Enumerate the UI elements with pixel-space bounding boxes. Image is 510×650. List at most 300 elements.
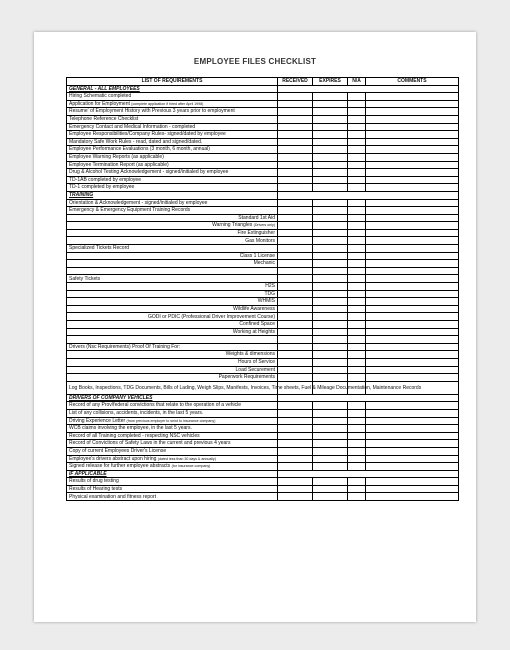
received-cell[interactable] xyxy=(278,402,313,410)
requirement-cell xyxy=(67,432,278,440)
comments-cell[interactable] xyxy=(366,161,459,169)
received-cell[interactable] xyxy=(278,199,313,207)
requirement-cell xyxy=(67,283,278,291)
table-row xyxy=(67,260,459,268)
na-cell[interactable] xyxy=(348,146,366,154)
requirement-text: Copy of current Employees Driver's License xyxy=(69,448,167,454)
requirement-text: Confined Space xyxy=(239,321,275,328)
requirement-cell xyxy=(67,440,278,448)
comments-cell[interactable] xyxy=(366,290,459,298)
na-cell[interactable] xyxy=(348,275,366,283)
received-cell[interactable] xyxy=(278,455,313,463)
comments-cell[interactable] xyxy=(366,283,459,291)
expires-cell[interactable] xyxy=(313,245,348,253)
table-row xyxy=(67,252,459,260)
na-cell[interactable] xyxy=(348,343,366,351)
received-cell[interactable] xyxy=(278,409,313,417)
table-row xyxy=(67,321,459,329)
received-cell[interactable] xyxy=(278,214,313,222)
section-row xyxy=(67,394,459,402)
comments-cell[interactable] xyxy=(366,229,459,237)
requirement-text: Hiring Schematic completed xyxy=(69,93,132,100)
requirement-text: Record of Convictions of Safety Laws in the current and previous 4 years xyxy=(69,440,231,447)
comments-cell[interactable] xyxy=(366,131,459,139)
expires-cell[interactable] xyxy=(313,260,348,268)
table-row xyxy=(67,131,459,139)
table-row xyxy=(67,214,459,222)
expires-cell[interactable] xyxy=(313,275,348,283)
na-cell[interactable] xyxy=(348,260,366,268)
na-cell[interactable] xyxy=(348,100,366,108)
na-cell[interactable] xyxy=(348,425,366,433)
comments-cell[interactable] xyxy=(366,100,459,108)
na-cell[interactable] xyxy=(348,108,366,116)
received-cell[interactable] xyxy=(278,313,313,321)
na-cell[interactable] xyxy=(348,222,366,230)
expires-cell[interactable] xyxy=(313,138,348,146)
comments-cell[interactable] xyxy=(366,321,459,329)
requirement-note: (for insurance company) xyxy=(171,464,211,469)
expires-cell[interactable] xyxy=(313,463,348,471)
requirement-cell xyxy=(67,108,278,116)
comments-cell[interactable] xyxy=(366,260,459,268)
page-title: EMPLOYEE FILES CHECKLIST xyxy=(193,57,317,66)
na-cell[interactable] xyxy=(348,440,366,448)
expires-cell[interactable] xyxy=(313,485,348,493)
requirement-cell xyxy=(67,298,278,306)
comments-cell[interactable] xyxy=(366,237,459,245)
requirement-text: TD-1 completed by employee xyxy=(69,184,135,191)
comments-cell[interactable] xyxy=(366,123,459,131)
comments-cell[interactable] xyxy=(366,214,459,222)
table-row xyxy=(67,336,459,344)
table-row xyxy=(67,93,459,101)
na-cell[interactable] xyxy=(348,485,366,493)
requirement-cell xyxy=(67,478,278,486)
expires-cell[interactable] xyxy=(313,252,348,260)
table-row xyxy=(67,184,459,192)
na-cell[interactable] xyxy=(348,358,366,366)
na-cell[interactable] xyxy=(348,123,366,131)
na-cell[interactable] xyxy=(348,93,366,101)
section-row xyxy=(67,191,459,199)
received-cell[interactable] xyxy=(278,275,313,283)
table-row xyxy=(67,267,459,275)
received-cell[interactable] xyxy=(278,358,313,366)
comments-cell[interactable] xyxy=(366,455,459,463)
comments-cell[interactable] xyxy=(366,108,459,116)
requirement-cell xyxy=(67,366,278,374)
na-cell[interactable] xyxy=(348,131,366,139)
requirement-cell xyxy=(67,237,278,245)
requirement-note: (complete application if hired after April 1998) xyxy=(131,101,204,106)
comments-cell[interactable] xyxy=(366,313,459,321)
na-cell[interactable] xyxy=(348,138,366,146)
received-cell[interactable] xyxy=(278,153,313,161)
table-row xyxy=(67,432,459,440)
header-requirements: LIST OF REQUIREMENTS xyxy=(67,78,278,86)
requirement-cell xyxy=(67,351,278,359)
expires-cell[interactable] xyxy=(313,93,348,101)
received-cell[interactable] xyxy=(278,123,313,131)
requirement-text: Drug & Alcohol Testing Acknowledgement - signed/initialed by employee xyxy=(69,169,229,176)
na-cell[interactable] xyxy=(348,328,366,336)
expires-cell[interactable] xyxy=(313,358,348,366)
received-cell[interactable] xyxy=(278,184,313,192)
na-cell[interactable] xyxy=(348,115,366,123)
table-row xyxy=(67,138,459,146)
na-cell[interactable] xyxy=(348,478,366,486)
header-na: N/A xyxy=(348,78,366,86)
received-cell[interactable] xyxy=(278,290,313,298)
na-cell[interactable] xyxy=(348,336,366,344)
requirement-text: GODI or PDIC (Professional Driver Improvement Course) xyxy=(148,313,275,320)
na-cell[interactable] xyxy=(348,493,366,501)
expires-cell[interactable] xyxy=(313,478,348,486)
table-row xyxy=(67,343,459,351)
na-cell[interactable] xyxy=(348,321,366,329)
received-cell[interactable] xyxy=(278,343,313,351)
expires-cell[interactable] xyxy=(313,417,348,425)
requirement-text: Paperwork Requirements xyxy=(218,374,275,381)
na-cell[interactable] xyxy=(348,169,366,177)
comments-cell[interactable] xyxy=(366,463,459,471)
checklist-body xyxy=(67,85,459,500)
table-row xyxy=(67,328,459,336)
comments-cell[interactable] xyxy=(366,425,459,433)
requirement-text: Application for Employment xyxy=(69,100,130,107)
expires-cell[interactable] xyxy=(313,313,348,321)
expires-cell[interactable] xyxy=(313,351,348,359)
na-cell[interactable] xyxy=(348,351,366,359)
expires-cell[interactable] xyxy=(313,153,348,161)
na-cell[interactable] xyxy=(348,184,366,192)
received-cell[interactable] xyxy=(278,283,313,291)
received-cell[interactable] xyxy=(278,267,313,275)
comments-cell[interactable] xyxy=(366,358,459,366)
na-cell[interactable] xyxy=(348,313,366,321)
table-row xyxy=(67,199,459,207)
comments-cell[interactable] xyxy=(366,478,459,486)
received-cell[interactable] xyxy=(278,366,313,374)
document-page xyxy=(34,32,476,622)
requirement-text: WCB claims involving the employee, in the last 5 years. xyxy=(69,425,192,432)
expires-cell[interactable] xyxy=(313,131,348,139)
comments-cell[interactable] xyxy=(366,252,459,260)
na-cell[interactable] xyxy=(348,245,366,253)
comments-cell[interactable] xyxy=(366,115,459,123)
na-cell[interactable] xyxy=(348,176,366,184)
na-cell[interactable] xyxy=(348,305,366,313)
expires-cell[interactable] xyxy=(313,455,348,463)
requirement-cell xyxy=(67,290,278,298)
received-cell[interactable] xyxy=(278,493,313,501)
requirement-text: Emergency Contact and Medical Information - completed xyxy=(69,123,196,130)
na-cell[interactable] xyxy=(348,252,366,260)
expires-cell[interactable] xyxy=(313,161,348,169)
table-row xyxy=(67,485,459,493)
received-cell[interactable] xyxy=(278,463,313,471)
requirement-cell xyxy=(67,425,278,433)
na-cell[interactable] xyxy=(348,417,366,425)
comments-cell[interactable] xyxy=(366,432,459,440)
received-cell[interactable] xyxy=(278,328,313,336)
expires-cell[interactable] xyxy=(313,146,348,154)
section-heading: TRAINING xyxy=(67,191,278,199)
received-cell[interactable] xyxy=(278,374,313,382)
expires-cell[interactable] xyxy=(313,176,348,184)
table-row xyxy=(67,440,459,448)
expires-cell[interactable] xyxy=(313,229,348,237)
na-cell[interactable] xyxy=(348,402,366,410)
comments-cell[interactable] xyxy=(366,298,459,306)
requirement-text: Warning Triangles xyxy=(212,222,253,229)
expires-cell[interactable] xyxy=(313,343,348,351)
na-cell[interactable] xyxy=(348,267,366,275)
na-cell[interactable] xyxy=(348,290,366,298)
requirement-note: (dated less than 30 days & annually) xyxy=(157,456,216,461)
expires-cell[interactable] xyxy=(313,493,348,501)
table-row xyxy=(67,447,459,455)
received-cell[interactable] xyxy=(278,207,313,215)
comments-cell[interactable] xyxy=(366,447,459,455)
expires-cell[interactable] xyxy=(313,214,348,222)
expires-cell[interactable] xyxy=(313,374,348,382)
requirement-cell xyxy=(67,374,278,382)
requirement-cell xyxy=(67,463,278,471)
section-spacer xyxy=(278,85,459,93)
requirement-text: Signed release for further employee abstracts xyxy=(69,463,171,470)
requirement-text: Working at Heights xyxy=(232,328,275,335)
expires-cell[interactable] xyxy=(313,123,348,131)
requirement-text: Employee Performance Evaluations (3 month, 6 month, annual) xyxy=(69,146,210,153)
requirement-text: Hours of Service xyxy=(238,359,275,366)
table-row xyxy=(67,305,459,313)
table-row xyxy=(67,153,459,161)
requirement-cell xyxy=(67,222,278,230)
comments-cell[interactable] xyxy=(366,267,459,275)
table-row xyxy=(67,374,459,382)
comments-cell[interactable] xyxy=(366,402,459,410)
comments-cell[interactable] xyxy=(366,493,459,501)
table-row xyxy=(67,358,459,366)
received-cell[interactable] xyxy=(278,417,313,425)
received-cell[interactable] xyxy=(278,229,313,237)
comments-cell[interactable] xyxy=(366,176,459,184)
comments-cell[interactable] xyxy=(366,305,459,313)
expires-cell[interactable] xyxy=(313,298,348,306)
na-cell[interactable] xyxy=(348,455,366,463)
na-cell[interactable] xyxy=(348,374,366,382)
table-row xyxy=(67,275,459,283)
requirement-text: Fire Extinguisher xyxy=(237,229,275,236)
received-cell[interactable] xyxy=(278,336,313,344)
comments-cell[interactable] xyxy=(366,374,459,382)
requirement-text: Standard 1st Aid xyxy=(238,214,275,221)
expires-cell[interactable] xyxy=(313,222,348,230)
requirement-text: Orientation & Acknowledgement - signed/initialed by employee xyxy=(69,199,208,206)
comments-cell[interactable] xyxy=(366,169,459,177)
received-cell[interactable] xyxy=(278,115,313,123)
requirement-cell xyxy=(67,123,278,131)
received-cell[interactable] xyxy=(278,169,313,177)
comments-cell[interactable] xyxy=(366,184,459,192)
expires-cell[interactable] xyxy=(313,440,348,448)
comments-cell[interactable] xyxy=(366,93,459,101)
expires-cell[interactable] xyxy=(313,100,348,108)
requirement-cell xyxy=(67,146,278,154)
expires-cell[interactable] xyxy=(313,336,348,344)
requirement-cell xyxy=(67,161,278,169)
received-cell[interactable] xyxy=(278,440,313,448)
comments-cell[interactable] xyxy=(366,440,459,448)
received-cell[interactable] xyxy=(278,305,313,313)
requirement-cell xyxy=(67,485,278,493)
comments-cell[interactable] xyxy=(366,351,459,359)
received-cell[interactable] xyxy=(278,351,313,359)
received-cell[interactable] xyxy=(278,485,313,493)
expires-cell[interactable] xyxy=(313,108,348,116)
comments-cell[interactable] xyxy=(366,207,459,215)
expires-cell[interactable] xyxy=(313,267,348,275)
comments-cell[interactable] xyxy=(366,409,459,417)
received-cell[interactable] xyxy=(278,108,313,116)
table-row xyxy=(67,237,459,245)
received-cell[interactable] xyxy=(278,425,313,433)
na-cell[interactable] xyxy=(348,229,366,237)
received-cell[interactable] xyxy=(278,93,313,101)
section-heading: IF APPLICABLE xyxy=(67,470,278,478)
table-row xyxy=(67,283,459,291)
received-cell[interactable] xyxy=(278,260,313,268)
received-cell[interactable] xyxy=(278,100,313,108)
expires-cell[interactable] xyxy=(313,237,348,245)
expires-cell[interactable] xyxy=(313,328,348,336)
table-row xyxy=(67,169,459,177)
comments-cell[interactable] xyxy=(366,138,459,146)
comments-cell[interactable] xyxy=(366,275,459,283)
table-row xyxy=(67,245,459,253)
received-cell[interactable] xyxy=(278,131,313,139)
requirement-cell xyxy=(67,131,278,139)
received-cell[interactable] xyxy=(278,245,313,253)
requirement-text: Specialized Tickets Record xyxy=(69,245,130,252)
requirement-cell xyxy=(67,214,278,222)
blank-cell xyxy=(67,267,278,275)
header-expires: EXPIRES xyxy=(313,78,348,86)
table-row xyxy=(67,313,459,321)
requirement-cell xyxy=(67,245,278,253)
na-cell[interactable] xyxy=(348,409,366,417)
header-received: RECEIVED xyxy=(278,78,313,86)
table-row xyxy=(67,123,459,131)
requirement-cell xyxy=(67,321,278,329)
comments-cell[interactable] xyxy=(366,199,459,207)
na-cell[interactable] xyxy=(348,366,366,374)
requirement-text: List of any collisions, accidents, incidents, in the last 5 years. xyxy=(69,410,204,417)
requirement-cell xyxy=(67,275,278,283)
received-cell[interactable] xyxy=(278,252,313,260)
requirement-text: H2S xyxy=(265,283,275,290)
table-row xyxy=(67,425,459,433)
requirement-cell xyxy=(67,153,278,161)
expires-cell[interactable] xyxy=(313,199,348,207)
received-cell[interactable] xyxy=(278,161,313,169)
received-cell[interactable] xyxy=(278,478,313,486)
expires-cell[interactable] xyxy=(313,184,348,192)
comments-cell[interactable] xyxy=(366,245,459,253)
expires-cell[interactable] xyxy=(313,402,348,410)
na-cell[interactable] xyxy=(348,199,366,207)
na-cell[interactable] xyxy=(348,214,366,222)
na-cell[interactable] xyxy=(348,447,366,455)
received-cell[interactable] xyxy=(278,321,313,329)
comments-cell[interactable] xyxy=(366,153,459,161)
na-cell[interactable] xyxy=(348,161,366,169)
comments-cell[interactable] xyxy=(366,328,459,336)
na-cell[interactable] xyxy=(348,237,366,245)
table-row xyxy=(67,366,459,374)
na-cell[interactable] xyxy=(348,283,366,291)
expires-cell[interactable] xyxy=(313,115,348,123)
na-cell[interactable] xyxy=(348,153,366,161)
na-cell[interactable] xyxy=(348,298,366,306)
requirement-cell xyxy=(67,358,278,366)
comments-cell[interactable] xyxy=(366,336,459,344)
expires-cell[interactable] xyxy=(313,169,348,177)
section-spacer xyxy=(278,191,459,199)
comments-cell[interactable] xyxy=(366,366,459,374)
requirement-cell xyxy=(67,343,278,351)
received-cell[interactable] xyxy=(278,176,313,184)
expires-cell[interactable] xyxy=(313,425,348,433)
expires-cell[interactable] xyxy=(313,283,348,291)
na-cell[interactable] xyxy=(348,463,366,471)
expires-cell[interactable] xyxy=(313,207,348,215)
na-cell[interactable] xyxy=(348,432,366,440)
requirement-text: Record of any Prov/federal convictions that relate to the operation of a vehicle xyxy=(69,402,242,409)
received-cell[interactable] xyxy=(278,447,313,455)
received-cell[interactable] xyxy=(278,432,313,440)
table-row xyxy=(67,100,459,108)
table-row xyxy=(67,417,459,425)
expires-cell[interactable] xyxy=(313,305,348,313)
comments-cell[interactable] xyxy=(366,146,459,154)
requirement-note: (from previous employer to send to insurance company) xyxy=(126,418,216,423)
comments-cell[interactable] xyxy=(366,222,459,230)
received-cell[interactable] xyxy=(278,146,313,154)
na-cell[interactable] xyxy=(348,207,366,215)
expires-cell[interactable] xyxy=(313,366,348,374)
requirement-text: Results of drug testing xyxy=(69,478,119,485)
table-row xyxy=(67,115,459,123)
received-cell[interactable] xyxy=(278,237,313,245)
received-cell[interactable] xyxy=(278,222,313,230)
comments-cell[interactable] xyxy=(366,485,459,493)
received-cell[interactable] xyxy=(278,138,313,146)
requirement-text: Employee Responsibilities/Company Rules- signed/dated by employee xyxy=(69,131,226,138)
expires-cell[interactable] xyxy=(313,290,348,298)
header-comments: COMMENTS xyxy=(366,78,459,86)
expires-cell[interactable] xyxy=(313,409,348,417)
requirement-text: Load Securement xyxy=(235,366,275,373)
expires-cell[interactable] xyxy=(313,432,348,440)
expires-cell[interactable] xyxy=(313,447,348,455)
expires-cell[interactable] xyxy=(313,321,348,329)
comments-cell[interactable] xyxy=(366,343,459,351)
comments-cell[interactable] xyxy=(366,417,459,425)
received-cell[interactable] xyxy=(278,298,313,306)
